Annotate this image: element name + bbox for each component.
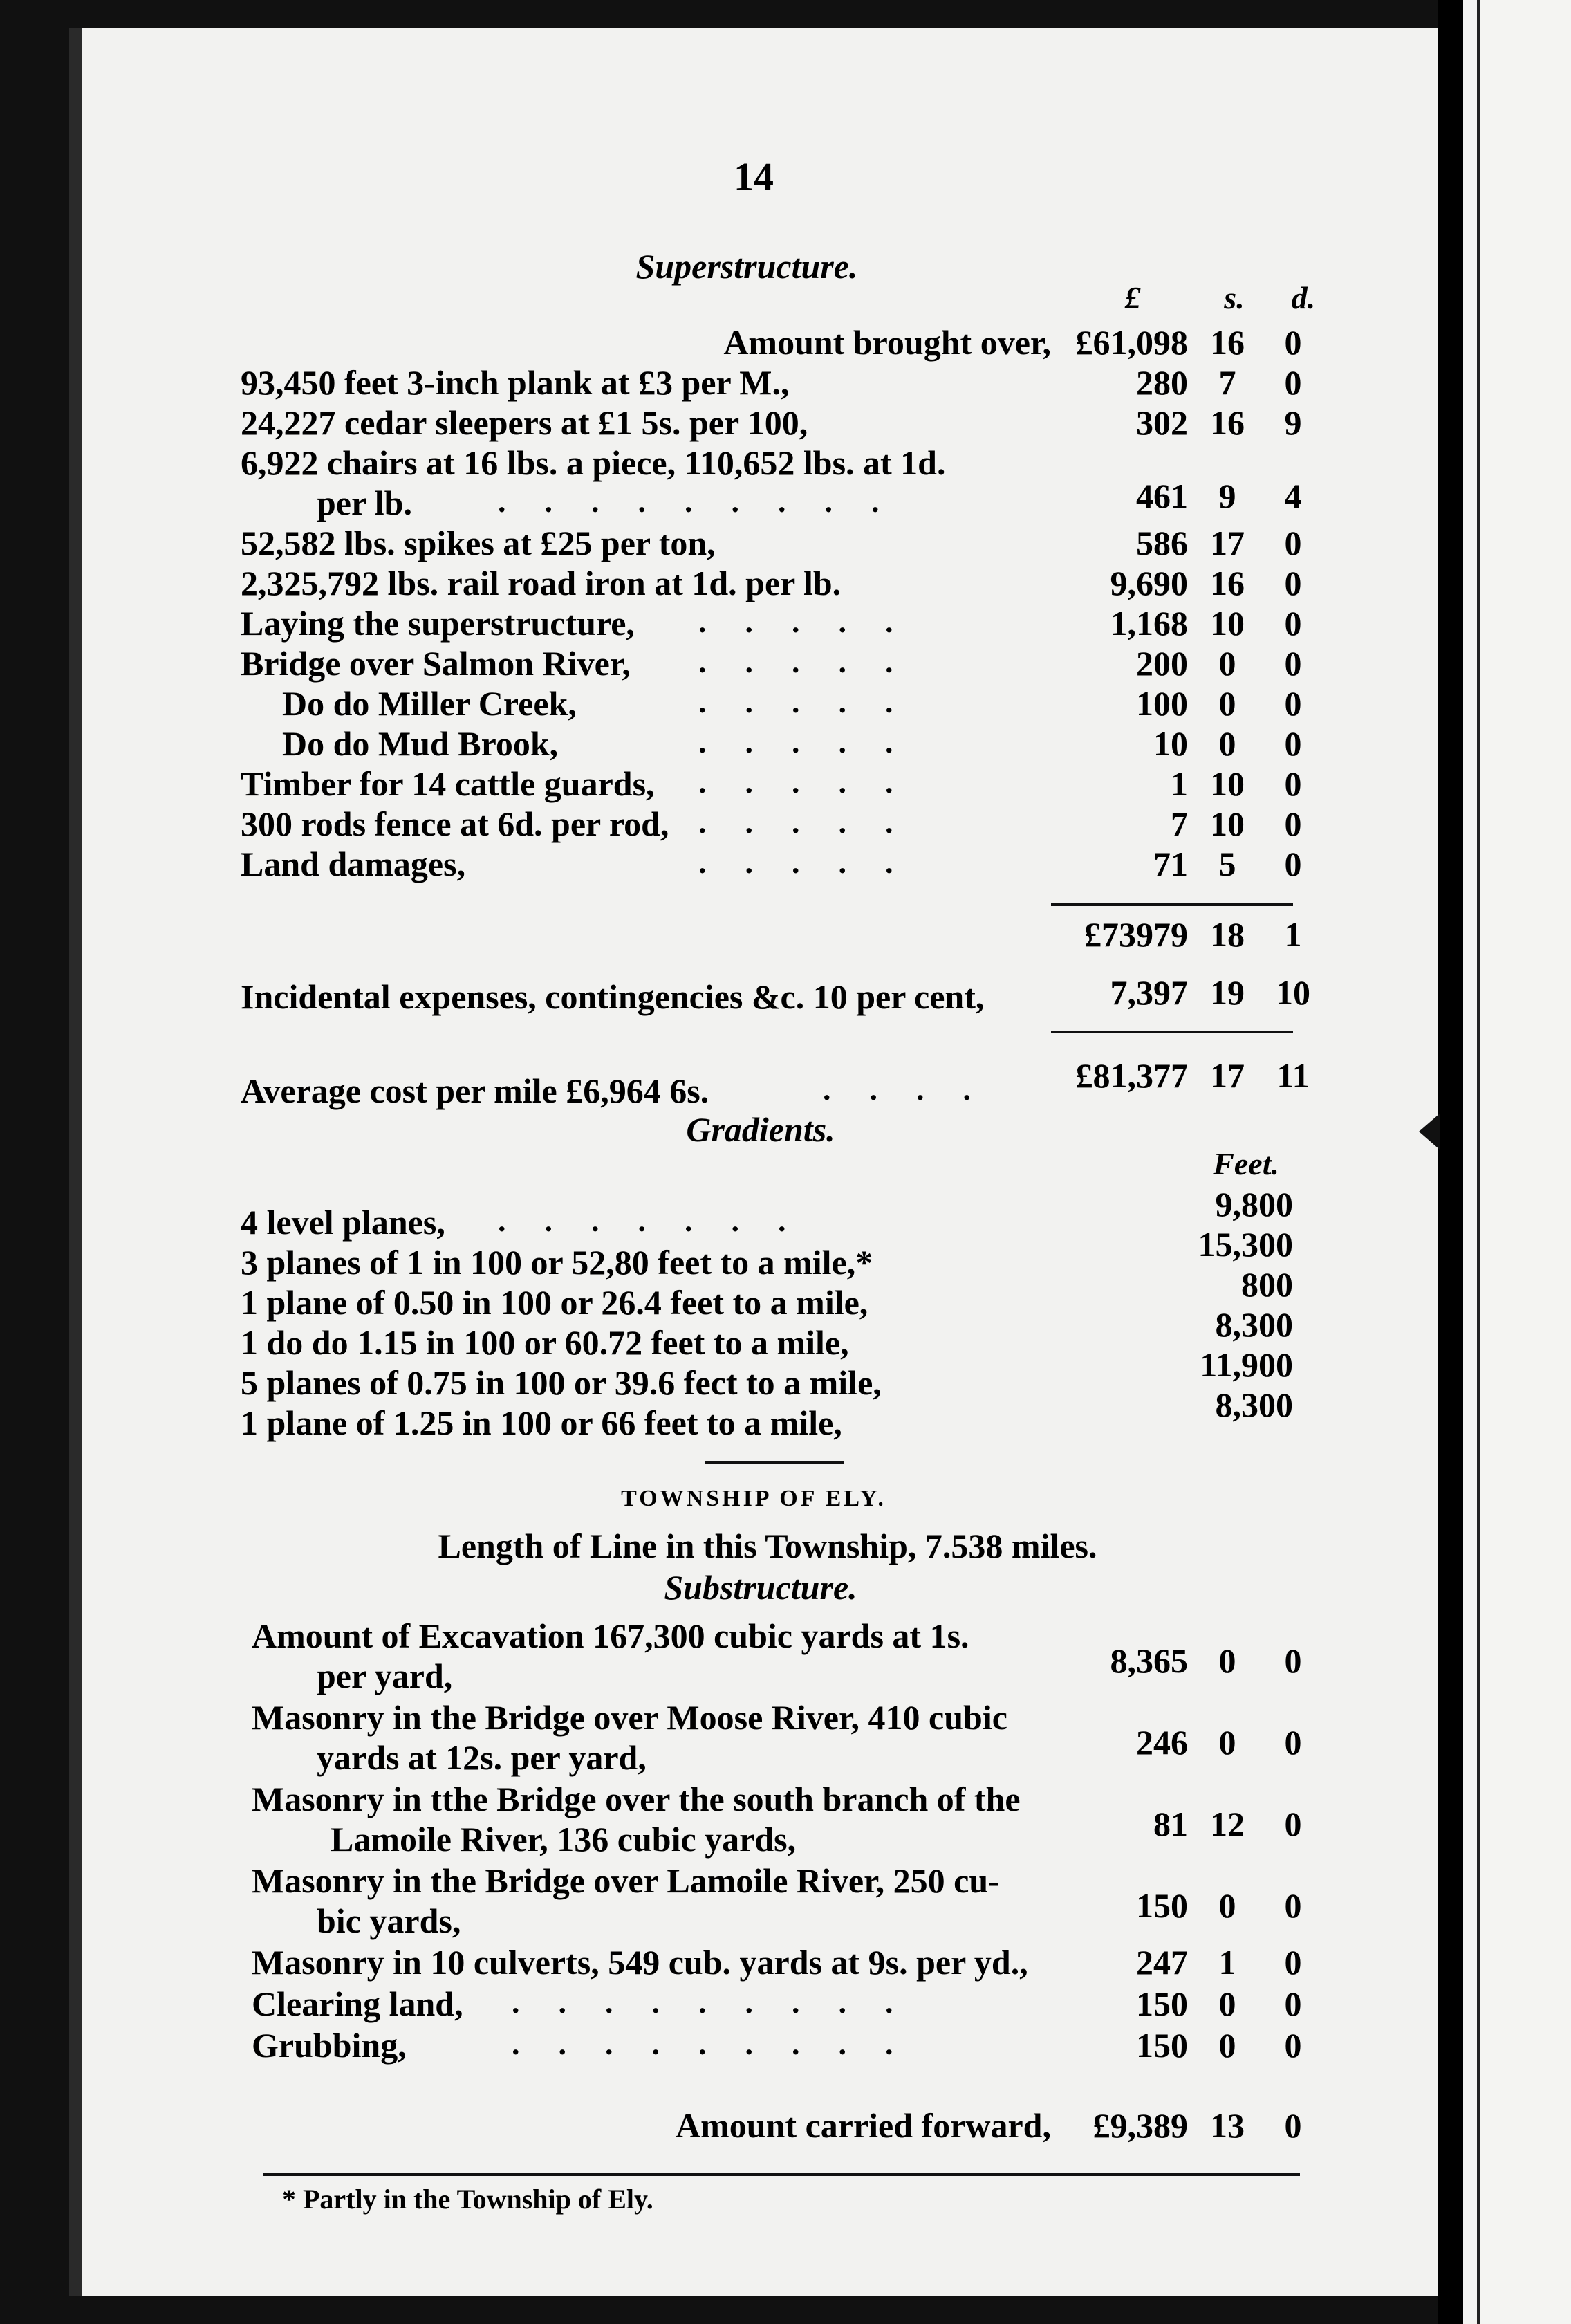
substructure-item-label-cont: Lamoile River, 136 cubic yards, [331,1820,797,1859]
subtotal-rule [1051,903,1293,906]
superstructure-item-label: Land damages, [241,845,466,883]
superstructure-item-label: Do do Mud Brook, [282,724,559,763]
pounds-value: 8,365 [1110,1641,1188,1680]
shillings-value: 10 [1210,764,1245,803]
superstructure-item-label: 6,922 chairs at 16 lbs. a piece, 110,652 lbs. at 1d. [241,443,946,482]
total-rule [1051,1031,1293,1033]
shillings-value: 0 [1218,724,1236,763]
township-length-line: Length of Line in this Township, 7.538 miles. [438,1527,1097,1565]
gradient-feet-value: 9,800 [1215,1185,1293,1224]
superstructure-item-label: 93,450 feet 3-inch plank at £3 per M., [241,363,790,402]
pence-value: 0 [1284,2026,1302,2065]
shillings-value: 0 [1218,684,1236,723]
superstructure-item-label: 2,325,792 lbs. rail road iron at 1d. per lb. [241,564,842,602]
footnote: * Partly in the Township of Ely. [282,2184,653,2215]
pence-value: 0 [1284,684,1302,723]
pence-value: 0 [1284,363,1302,402]
page-number: 14 [734,154,774,199]
dot-leader: ..... [698,724,932,759]
shillings-value: 10 [1210,804,1245,843]
pounds-value: £73979 [1084,915,1188,954]
shillings-value: 10 [1210,604,1245,643]
dot-leader: ..... [698,764,932,800]
dot-leader: ..... [698,684,932,719]
average-cost-label: Average cost per mile £6,964 6s. [241,1071,709,1110]
pounds-value: £9,389 [1093,2106,1188,2145]
substructure-item-label: Amount of Excavation 167,300 cubic yards at 1s. [252,1616,969,1655]
shillings-value: 17 [1210,1056,1245,1095]
substructure-item-label: Masonry in the Bridge over Moose River, 410 cubic [252,1698,1007,1737]
pounds-value: 461 [1136,477,1188,515]
pence-value: 9 [1284,403,1302,442]
shillings-value: 16 [1210,564,1245,602]
pounds-value: £61,098 [1075,323,1188,362]
gradient-feet-value: 800 [1241,1265,1293,1304]
dot-leader: ......... [512,2026,932,2061]
pounds-value: £81,377 [1075,1056,1188,1095]
pounds-value: 246 [1136,1723,1188,1762]
gradient-label: 3 planes of 1 in 100 or 52,80 feet to a mile,* [241,1243,873,1282]
substructure-item-label-cont: bic yards, [317,1901,461,1940]
pence-value: 0 [1284,564,1302,602]
pence-value: 4 [1284,477,1302,515]
pounds-value: 71 [1153,845,1188,883]
dot-leader: .... [823,1071,1010,1107]
pence-value: 0 [1284,524,1302,562]
township-heading: TOWNSHIP OF ELY. [621,1486,886,1511]
gradient-feet-value: 15,300 [1198,1225,1293,1264]
pounds-value: 100 [1136,684,1188,723]
pence-value: 0 [1284,644,1302,683]
shillings-value: 9 [1218,477,1236,515]
gradient-label: 1 do do 1.15 in 100 or 60.72 feet to a mile, [241,1323,849,1362]
shillings-value: 19 [1210,973,1245,1012]
superstructure-item-label: Do do Miller Creek, [282,684,577,723]
shillings-value: 16 [1210,403,1245,442]
superstructure-item-label-cont: per lb. [317,483,412,522]
pence-value: 0 [1284,724,1302,763]
pence-header: d. [1291,280,1316,315]
pounds-value: 1,168 [1110,604,1188,643]
pence-value: 0 [1284,323,1302,362]
superstructure-item-label: Bridge over Salmon River, [241,644,631,683]
gradient-label: 1 plane of 1.25 in 100 or 66 feet to a mile, [241,1403,842,1442]
pounds-value: 586 [1136,524,1188,562]
shillings-value: 0 [1218,1641,1236,1680]
substructure-item-label: Masonry in tthe Bridge over the south branch of the [252,1780,1021,1818]
section-divider [705,1461,844,1464]
pounds-value: 247 [1136,1943,1188,1982]
substructure-item-label-cont: yards at 12s. per yard, [317,1738,647,1777]
superstructure-heading: Superstructure. [635,247,858,286]
dot-leader: ......... [512,1984,932,2020]
superstructure-item-label: 52,582 lbs. spikes at £25 per ton, [241,524,716,562]
gradient-feet-value: 11,900 [1200,1345,1293,1384]
page-edge-marker [1419,1114,1440,1150]
pounds-header: £ [1124,280,1141,315]
pence-value: 0 [1284,1723,1302,1762]
pounds-value: 150 [1136,2026,1188,2065]
shillings-value: 0 [1218,1886,1236,1925]
dot-leader: ..... [698,804,932,840]
pounds-value: 81 [1153,1805,1188,1843]
book-gutter [1438,0,1463,2324]
pence-value: 0 [1284,1886,1302,1925]
pounds-value: 7,397 [1110,973,1188,1012]
shillings-value: 0 [1218,1984,1236,2023]
pence-value: 0 [1284,804,1302,843]
pence-value: 0 [1284,2106,1302,2145]
shillings-value: 0 [1218,1723,1236,1762]
shillings-value: 1 [1218,1943,1236,1982]
pence-value: 0 [1284,1943,1302,1982]
pounds-value: 200 [1136,644,1188,683]
substructure-item-label: Masonry in the Bridge over Lamoile River, 250 cu- [252,1861,1000,1900]
shillings-value: 0 [1218,644,1236,683]
facing-page-edge [1463,0,1571,2324]
gradient-label: 4 level planes, [241,1203,445,1242]
dot-leader: ..... [698,604,932,639]
pounds-value: 9,690 [1110,564,1188,602]
pounds-value: 10 [1153,724,1188,763]
pence-value: 0 [1284,1805,1302,1843]
gradients-heading: Gradients. [686,1110,835,1149]
substructure-item-label: Grubbing, [252,2026,407,2065]
shillings-value: 0 [1218,2026,1236,2065]
shillings-value: 17 [1210,524,1245,562]
carried-forward-label: Amount carried forward, [676,2106,1051,2145]
gradient-label: 5 planes of 0.75 in 100 or 39.6 fect to a mile, [241,1363,882,1402]
dot-leader: ....... [498,1203,825,1238]
substructure-item-label: Masonry in 10 culverts, 549 cub. yards at 9s. per yd., [252,1943,1028,1982]
footnote-rule [263,2173,1300,2176]
superstructure-item-label: Timber for 14 cattle guards, [241,764,655,803]
pence-value: 0 [1284,1984,1302,2023]
shillings-value: 7 [1218,363,1236,402]
gradient-label: 1 plane of 0.50 in 100 or 26.4 feet to a mile, [241,1283,868,1322]
pence-value: 0 [1284,845,1302,883]
shillings-value: 13 [1210,2106,1245,2145]
pence-value: 0 [1284,604,1302,643]
pence-value: 10 [1276,973,1310,1012]
shillings-header: s. [1224,280,1245,315]
superstructure-item-label: 300 rods fence at 6d. per rod, [241,804,669,843]
substructure-heading: Substructure. [664,1568,857,1607]
substructure-item-label: Clearing land, [252,1984,463,2023]
shillings-value: 5 [1218,845,1236,883]
pence-value: 0 [1284,764,1302,803]
dot-leader: ..... [698,644,932,679]
shillings-value: 16 [1210,323,1245,362]
dot-leader: ..... [698,845,932,880]
shillings-value: 18 [1210,915,1245,954]
pounds-value: 150 [1136,1886,1188,1925]
pence-value: 0 [1284,1641,1302,1680]
pounds-value: 150 [1136,1984,1188,2023]
incidental-label: Incidental expenses, contingencies &c. 10 per cent, [241,977,985,1016]
superstructure-item-label: 24,227 cedar sleepers at £1 5s. per 100, [241,403,808,442]
pounds-value: 7 [1171,804,1188,843]
dot-leader: ......... [498,483,918,519]
substructure-item-label-cont: per yard, [317,1657,453,1695]
pounds-value: 1 [1171,764,1188,803]
pence-value: 1 [1284,915,1302,954]
pounds-value: 280 [1136,363,1188,402]
pence-value: 11 [1276,1056,1310,1095]
feet-unit-header: Feet. [1213,1146,1279,1181]
shillings-value: 12 [1210,1805,1245,1843]
gradient-feet-value: 8,300 [1215,1305,1293,1344]
pounds-value: 302 [1136,403,1188,442]
superstructure-item-label: Laying the superstructure, [241,604,635,643]
brought-over-label: Amount brought over, [723,323,1051,362]
gradient-feet-value: 8,300 [1215,1385,1293,1424]
